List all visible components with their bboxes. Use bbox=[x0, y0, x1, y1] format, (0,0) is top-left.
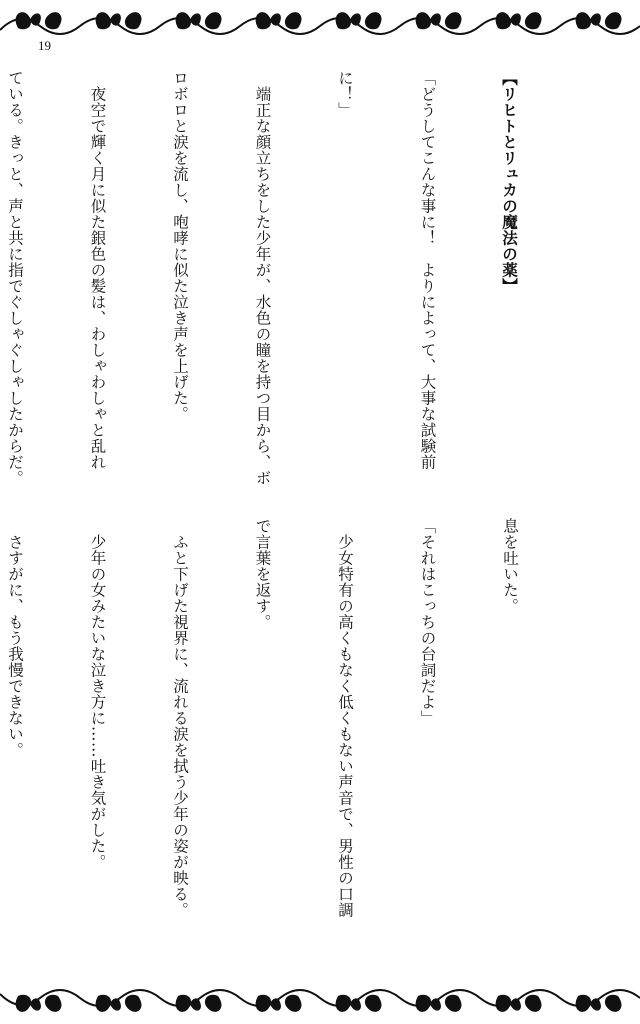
text-line: 少年の女みたいな泣き方に……吐き気がした。 bbox=[88, 518, 107, 870]
text-line: 息を吐いた。 bbox=[501, 518, 519, 614]
page-number: 19 bbox=[38, 38, 51, 53]
text-line: で言葉を返す。 bbox=[253, 518, 272, 630]
text-line: 端正な顔立ちをした少年が、水色の瞳を持つ目から、ボ bbox=[253, 70, 272, 486]
top-vine-ornament bbox=[0, 0, 640, 44]
text-line: ロボロと涙を流し、咆哮に似た泣き声を上げた。 bbox=[171, 70, 189, 422]
bottom-vine-ornament bbox=[0, 980, 640, 1024]
text-line: 「どうしてこんな事に！ よりによって、大事な試験前 bbox=[418, 70, 437, 470]
text-line: 少女特有の高くもなく低くもない声音で、男性の口調 bbox=[336, 518, 354, 918]
lower-text-block bbox=[0, 518, 578, 938]
text-line: に！」 bbox=[336, 70, 354, 118]
text-line: 「それはこっちの台詞だよ」 bbox=[418, 518, 437, 726]
chapter-heading: 【リヒトとリュカの魔法の薬】 bbox=[500, 70, 519, 294]
text-line: さすがに、もう我慢できない。 bbox=[6, 518, 24, 758]
text-line: ている。きっと、声と共に指でぐしゃぐしゃしたからだ。 bbox=[6, 70, 24, 486]
text-line: 夜空で輝く月に似た銀色の髪は、わしゃわしゃと乱れ bbox=[88, 70, 107, 470]
text-line: ふと下げた視界に、流れる涙を拭う少年の姿が映る。 bbox=[171, 518, 189, 918]
upper-text-block bbox=[0, 70, 578, 490]
